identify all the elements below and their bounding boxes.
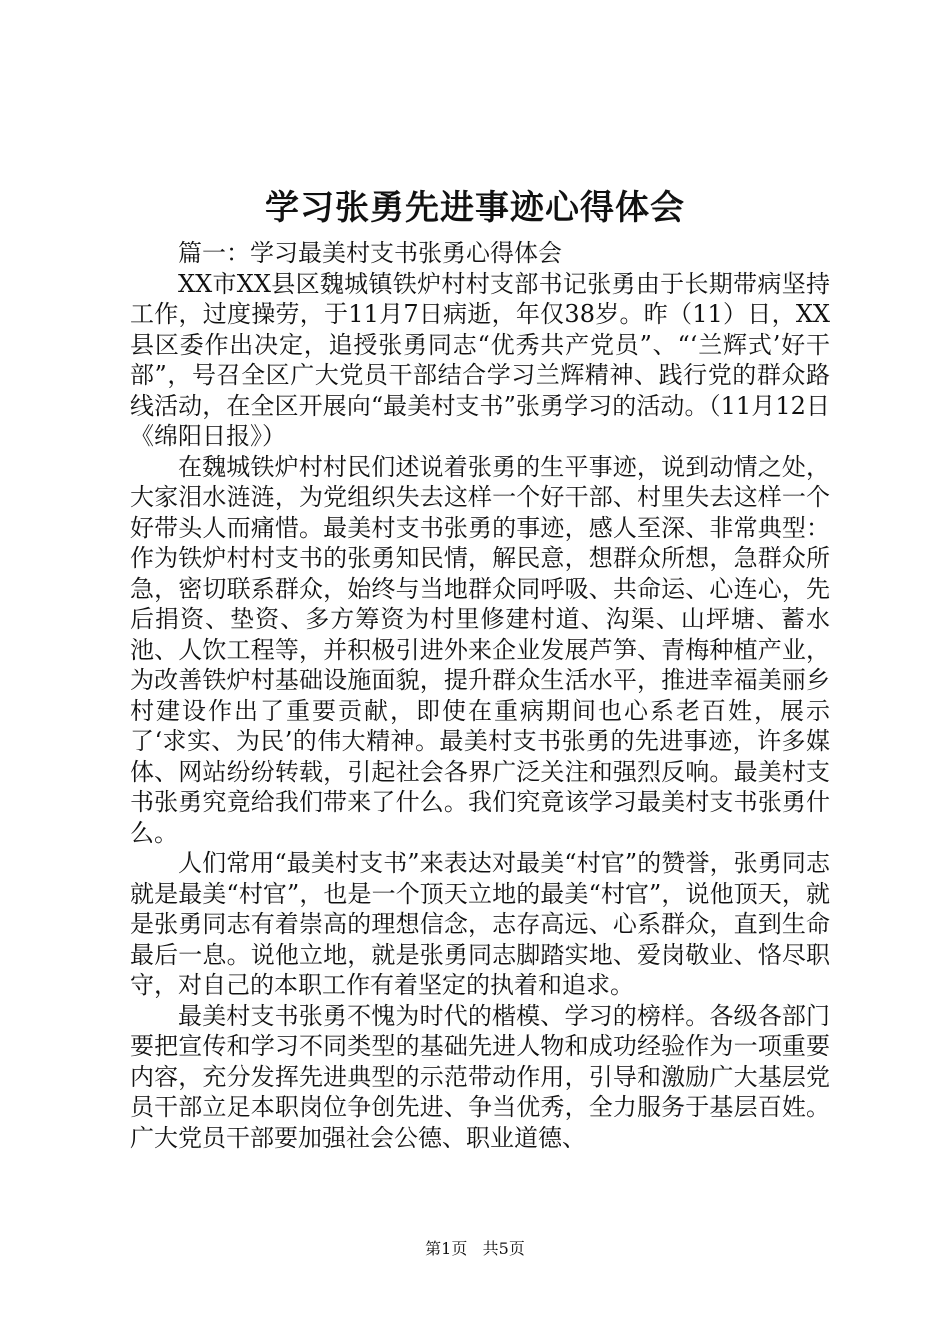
document-body	[130, 238, 830, 1153]
page-footer	[0, 1238, 950, 1260]
page-separator	[472, 1239, 477, 1258]
body-paragraph: XX市XX县区魏城镇铁炉村村支部书记张勇由于长期带病坚持工作，过度操劳，于11月7日病逝，年仅38岁。昨（11）日，XX县区委作出决定，追授张勇同志“优秀共产党员”、“‘兰辉式’好干部”，号召全区广大党员干部结合学习兰辉精神、践行党的群众路线活动，在全区开展向“最美村支书”张勇学习的活动。（11月12日《绵阳日报》）	[130, 269, 830, 450]
body-paragraph: 最美村支书张勇不愧为时代的楷模、学习的榜样。各级各部门要把宣传和学习不同类型的基础先进人物和成功经验作为一项重要内容，充分发挥先进典型的示范带动作用，引导和激励广大基层党员干部立足本职岗位争创先进、争当优秀，全力服务于基层百姓。广大党员干部要加强社会公德、职业道德、	[130, 1001, 830, 1152]
document-title: 学习张勇先进事迹心得体会	[265, 188, 685, 228]
body-paragraph: 人们常用“最美村支书”来表达对最美“村官”的赞誉，张勇同志就是最美“村官”，也是一个顶天立地的最美“村官”，说他顶天，就是张勇同志有着崇高的理想信念，志存高远、心系群众，直到生命最后一息。说他立地，就是张勇同志脚踏实地、爱岗敬业、恪尽职守，对自己的本职工作有着坚定的执着和追求。	[130, 849, 830, 999]
body-paragraph: 在魏城铁炉村村民们述说着张勇的生平事迹，说到动情之处，大家泪水涟涟，为党组织失去这样一个好干部、村里失去这样一个好带头人而痛惜。最美村支书张勇的事迹，感人至深、非常典型：作为铁炉村村支书的张勇知民情，解民意，想群众所想，急群众所急，密切联系群众，始终与当地群众同呼吸、共命运、心连心，先后捐资、垫资、多方筹资为村里修建村道、沟渠、山坪塘、蓄水池、人饮工程等，并积极引进外来企业发展芦笋、青梅种植产业，为改善铁炉村基础设施面貌，提升群众生活水平，推进幸福美丽乡村建设作出了重要贡献，即使在重病期间也心系老百姓，展示了‘求实、为民’的伟大精神。最美村支书张勇的先进事迹，许多媒体、网站纷纷转载，引起社会各界广泛关注和强烈反响。最美村支书张勇究竟给我们带来了什么。我们究竟该学习最美村支书张勇什么。	[130, 452, 830, 847]
section-heading: 篇一：学习最美村支书张勇心得体会	[178, 239, 562, 267]
page-number: 第1页	[425, 1239, 468, 1258]
page-total: 共5页	[482, 1239, 525, 1258]
